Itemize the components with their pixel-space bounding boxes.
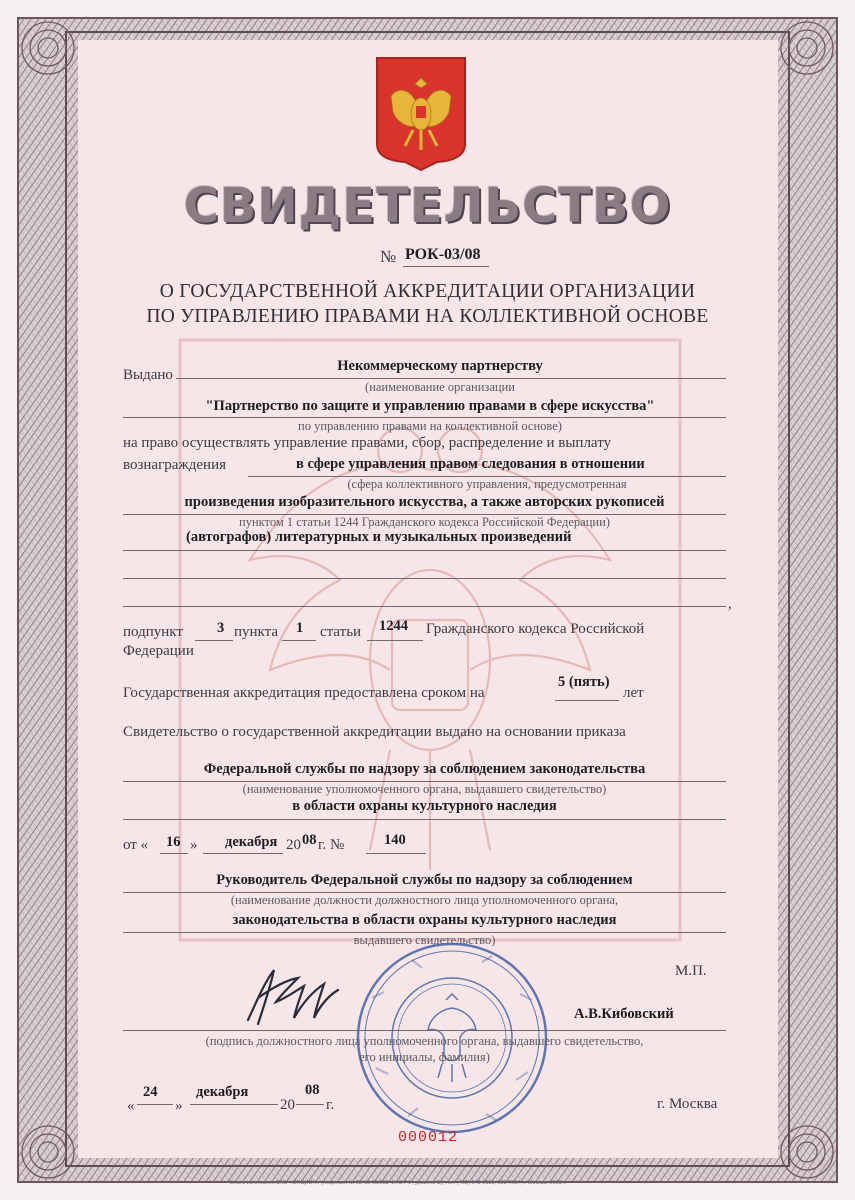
org-type: Некоммерческому партнерству (337, 358, 543, 374)
reward-label: вознаграждения (123, 457, 227, 473)
issue-open-quote: « (127, 1098, 135, 1114)
order-from-label: от « (123, 837, 149, 853)
heading-line-1: О ГОСУДАРСТВЕННОЙ АККРЕДИТАЦИИ ОРГАНИЗАЦИИ (159, 281, 696, 302)
right-text: на право осуществлять управление правами, сбор, распределение и выплату (123, 435, 612, 451)
org-name: "Партнерство по защите и управлению правами в сфере искусства" (205, 398, 655, 414)
point-value: 1 (296, 620, 304, 636)
subpoint-value: 3 (217, 620, 225, 636)
serial-number: 000012 (398, 1129, 459, 1146)
position-line-1: Руководитель Федеральной службы по надзору за соблюдением (216, 872, 633, 888)
position-caption-2: выдавшего свидетельство) (353, 933, 496, 947)
issue-close-quote: » (175, 1098, 183, 1114)
sphere-caption-2: пунктом 1 статьи 1244 Гражданского кодекса Российской Федерации) (239, 515, 610, 529)
sphere-line-1: в сфере управления правом следования в отношении (296, 456, 645, 472)
official-name: А.В.Кибовский (574, 1006, 674, 1022)
issue-city: г. Москва (657, 1096, 718, 1112)
printer-imprint: Бланк изготовлен ЗАО «ОПЦИОН» (лицензия № 05-05-09/003 ФНС РФ, уровень В), тел. (495) 648 6088, 608 7617, г. Москва, 2008 г. (230, 1180, 567, 1186)
order-number: 140 (384, 832, 406, 848)
signature-icon (228, 958, 368, 1038)
order-number-label: г. № (318, 837, 345, 853)
state-emblem-icon (375, 56, 467, 172)
issue-year-suffix: г. (326, 1097, 335, 1113)
subpoint-label: подпункт (123, 624, 183, 640)
document-title: СВИДЕТЕЛЬСТВО (183, 178, 672, 234)
code-label: Гражданского кодекса Российской (426, 621, 645, 637)
order-year: 08 (302, 832, 317, 848)
issued-label: Выдано (123, 367, 173, 383)
sphere-line-3: (автографов) литературных и музыкальных произведений (186, 529, 572, 545)
org-type-caption: (наименование организации (365, 380, 515, 394)
number-prefix: № (380, 247, 397, 266)
authority-line-2: в области охраны культурного наследия (292, 798, 557, 814)
issue-day: 24 (143, 1084, 158, 1100)
article-value: 1244 (379, 618, 408, 634)
term-unit: лет (623, 685, 644, 701)
issue-year-prefix: 20 (280, 1097, 295, 1113)
position-line-2: законодательства в области охраны культурного наследия (232, 912, 617, 928)
order-year-prefix: 20 (286, 837, 301, 853)
article-label: статьи (320, 624, 362, 640)
basis-label: Свидетельство о государственной аккредитации выдано на основании приказа (123, 724, 626, 740)
issue-month: декабря (196, 1084, 249, 1100)
federation-label: Федерации (123, 643, 194, 659)
order-close-quote: » (190, 837, 198, 853)
term-label: Государственная аккредитация предоставлена сроком на (123, 685, 485, 701)
certificate-number: РОК-03/08 (405, 246, 481, 263)
point-label: пункта (234, 624, 279, 640)
comma: , (728, 596, 732, 612)
authority-line-1: Федеральной службы по надзору за соблюдением законодательства (203, 761, 646, 777)
sphere-caption-1: (сфера коллективного управления, предусмотренная (347, 477, 627, 491)
heading-line-2: ПО УПРАВЛЕНИЮ ПРАВАМИ НА КОЛЛЕКТИВНОЙ ОСНОВЕ (146, 306, 709, 327)
term-value: 5 (пять) (558, 674, 610, 690)
org-name-caption: по управлению правами на коллективной основе) (298, 419, 562, 433)
signature-caption-1: (подпись должностного лица уполномоченного органа, выдавшего свидетельство, (205, 1034, 644, 1048)
position-caption-1: (наименование должности должностного лица уполномоченного органа, (230, 893, 619, 907)
sphere-line-2: произведения изобразительного искусства, а также авторских рукописей (184, 494, 665, 510)
issue-year: 08 (305, 1082, 320, 1098)
mp-label: М.П. (675, 963, 707, 979)
signature-caption-2: его инициалы, фамилия) (359, 1050, 490, 1064)
order-day: 16 (166, 834, 181, 850)
authority-caption: (наименование уполномоченного органа, выдавшего свидетельство) (242, 782, 607, 796)
order-month: декабря (225, 834, 278, 850)
